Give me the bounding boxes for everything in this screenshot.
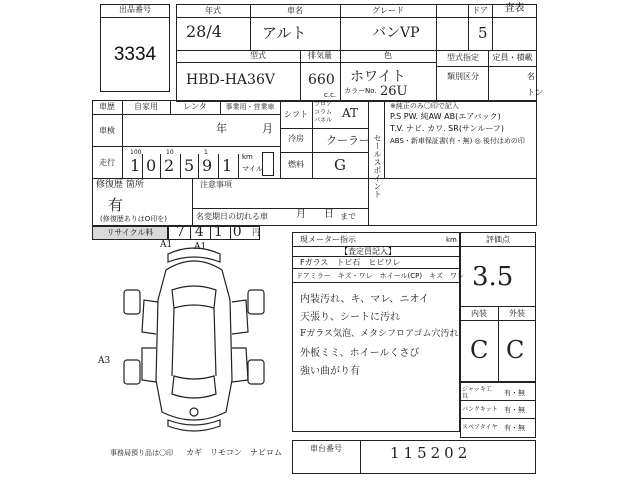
mile-cell-5 — [218, 154, 219, 178]
chassis-label: 車台番号 — [310, 444, 342, 453]
type-label: 型式 — [250, 51, 266, 60]
equipment-line1: P.S PW. 純AW AB(エアバック) — [390, 112, 501, 121]
shift-label: シフト — [284, 110, 308, 119]
interior-label: 内装 — [471, 309, 487, 318]
interior-grade: C — [470, 336, 489, 364]
h-row3 — [176, 62, 436, 63]
cc-unit: c.c. — [324, 91, 337, 99]
year-unit: 年 — [216, 122, 227, 135]
spare-opt: 有・無 — [504, 424, 525, 432]
history-label: 車歴 — [99, 102, 115, 111]
equipment-line3: ABS・新車保証書(有・無) ◎ 後付はめの印 — [390, 137, 525, 145]
mileage-digit-3: 2 — [164, 156, 175, 175]
deadline-month: 月 — [296, 209, 306, 220]
diagram-mark-a1: A1 — [160, 240, 173, 250]
grades-label: 評価点 — [486, 235, 510, 244]
mile-cell-6 — [238, 154, 239, 178]
grades-value: 3.5 — [472, 262, 514, 292]
spec-val-col — [312, 100, 313, 178]
shift-column: コラム — [314, 109, 332, 116]
repair-value: 有 — [108, 196, 124, 214]
chassis-col — [360, 440, 361, 474]
mile-cell-4 — [198, 154, 199, 178]
shift-floor: フロア — [314, 101, 333, 108]
deadline-until: まで — [340, 212, 356, 221]
lot-number: 3334 — [113, 44, 157, 65]
name-label: 車名 — [287, 6, 303, 15]
tools-row2 — [460, 418, 536, 419]
h-col3 — [436, 4, 437, 102]
repair-mid — [192, 208, 368, 209]
puncture-label: パンクキット — [462, 406, 498, 413]
exterior-label: 外装 — [509, 309, 525, 318]
inspector-note-3: Fガラス気泡、メタシフロアゴム穴汚れ — [300, 329, 459, 339]
repair-col — [192, 178, 193, 226]
deadline-label: 名変期日の切れる車 — [196, 212, 268, 221]
recycle-value: 7410 — [176, 224, 252, 240]
insp-row4 — [292, 282, 460, 283]
inspector-note-5: 強い曲がり有 — [300, 366, 360, 377]
name-value: アルト — [262, 24, 307, 42]
mileage-digit-6: 1 — [222, 156, 233, 175]
lot-divider — [100, 17, 170, 18]
inspector-note-1: 内装汚れ、キ、マレ、ニオイ — [300, 294, 429, 305]
km-unit: km — [242, 153, 253, 161]
recycle-label: リサイクル料 — [106, 228, 154, 237]
shift-value: AT — [342, 106, 359, 120]
model-no-label: 型式指定 — [447, 53, 479, 62]
h-right-row1 — [436, 50, 537, 51]
mile-cell-2 — [160, 154, 161, 178]
grade-value: バンVP — [372, 25, 420, 41]
color-no-value: 26U — [380, 84, 408, 99]
doors-label: ドア — [472, 6, 488, 15]
ton-unit: トン — [527, 88, 543, 97]
spare-label: スペアタイヤ — [462, 424, 498, 431]
km-checkbox — [262, 152, 274, 176]
inspector-label: 現メーター指示 — [300, 235, 356, 244]
displacement-value: 660 — [308, 72, 335, 88]
inspector-note-2: 天張り、シートに汚れ — [300, 312, 400, 323]
grades-row1 — [460, 246, 536, 247]
mileage-digit-4: 5 — [184, 156, 195, 175]
color-value: ホワイト — [350, 69, 406, 85]
repair-label: 修復歴 箇所 — [96, 180, 144, 190]
sales-left — [368, 100, 369, 226]
notes-label: 注意事項 — [200, 180, 232, 189]
color-no-label: カラーNo. — [344, 87, 377, 95]
business-label: 事業用・営業車 — [225, 103, 275, 111]
color-label: 色 — [384, 51, 392, 60]
equipment-note: ※純正のみ〇印で記入 — [390, 102, 459, 110]
ac-value: クーラー — [326, 134, 370, 147]
title-partial: 査表 — [504, 3, 525, 14]
hist-row3 — [92, 178, 537, 179]
rental-label: レンタ — [183, 102, 207, 111]
h-row1 — [176, 17, 537, 18]
insp-row3 — [292, 268, 460, 269]
mileage-label: 走行 — [99, 158, 115, 167]
mile-unit: マイル — [242, 165, 263, 173]
inspector-row1: Fガラス トビ石 ヒビワレ — [300, 258, 401, 267]
year-label: 年式 — [205, 6, 221, 15]
class-label: 類別区分 — [447, 72, 479, 81]
equip-left — [384, 100, 385, 178]
mileage-scale-10: 10 — [166, 149, 174, 156]
diagram-mark-a1b: A1 — [194, 242, 207, 252]
grade-label: グレード — [372, 6, 404, 15]
chassis-value: 115202 — [390, 444, 472, 462]
person-unit: 名 — [527, 72, 535, 81]
diagram-mark-a3: A3 — [98, 356, 111, 366]
spec-row2 — [280, 152, 368, 153]
sales-point-label: セールスポイント — [373, 134, 382, 198]
shift-panel: パネル — [314, 117, 333, 124]
inspector-km: km — [446, 236, 457, 244]
hist-row1 — [92, 114, 280, 115]
footer-items: カギ リモコン ナビロム — [186, 448, 282, 457]
jack-opt: 有・無 — [504, 389, 525, 397]
deadline-day: 日 — [324, 209, 334, 220]
mileage-scale-1: 1 — [204, 149, 208, 156]
inspection-label: 車検 — [99, 126, 115, 135]
fuel-label: 燃料 — [288, 160, 304, 169]
jack-label: ジャッキ工具 — [462, 386, 492, 400]
type-value: HBD-HA36V — [186, 72, 275, 88]
repair-sub: (修復歴ありはO印を) — [100, 215, 167, 223]
exterior-grade: C — [506, 336, 525, 364]
equipment-line2: T.V. ナビ. カワ. SR(サンルーフ) — [390, 124, 505, 133]
ac-label: 冷房 — [288, 134, 304, 143]
mile-cell-3 — [180, 154, 181, 178]
mileage-digit-2: 0 — [146, 156, 157, 175]
recycle-yen: 円 — [252, 228, 260, 237]
puncture-opt: 有・無 — [504, 406, 525, 414]
mile-cell-1 — [142, 154, 143, 178]
lot-label: 出品番号 — [119, 5, 151, 14]
type-disp-col — [300, 50, 301, 102]
footer-keys: 事務局預り品は〇印 — [110, 449, 173, 457]
mileage-digit-5: 9 — [202, 156, 213, 175]
car-diagram — [96, 240, 292, 440]
mileage-digit-1: 1 — [130, 156, 141, 175]
month-unit: 月 — [262, 122, 273, 135]
displacement-label: 排気量 — [308, 51, 332, 60]
year-value: 28/4 — [186, 22, 222, 41]
doors-value: 5 — [478, 24, 488, 42]
inspector-row2: ドアミラー キズ・ワレ ホイール(CP) キズ ワレ — [296, 272, 464, 280]
spec-row1 — [280, 128, 368, 129]
hist-row2 — [92, 146, 280, 147]
capacity-label: 定員・積載 — [492, 53, 533, 62]
mileage-scale-100: 100 — [130, 149, 142, 156]
private-label: 自家用 — [134, 102, 158, 111]
fuel-value: G — [334, 156, 346, 174]
h-right-row2 — [436, 66, 537, 67]
inspector-check-label: 【査定員記入】 — [340, 247, 396, 256]
inspector-note-4: 外板ミミ、ホイールくさび — [300, 348, 420, 359]
tools-row1 — [460, 400, 536, 401]
